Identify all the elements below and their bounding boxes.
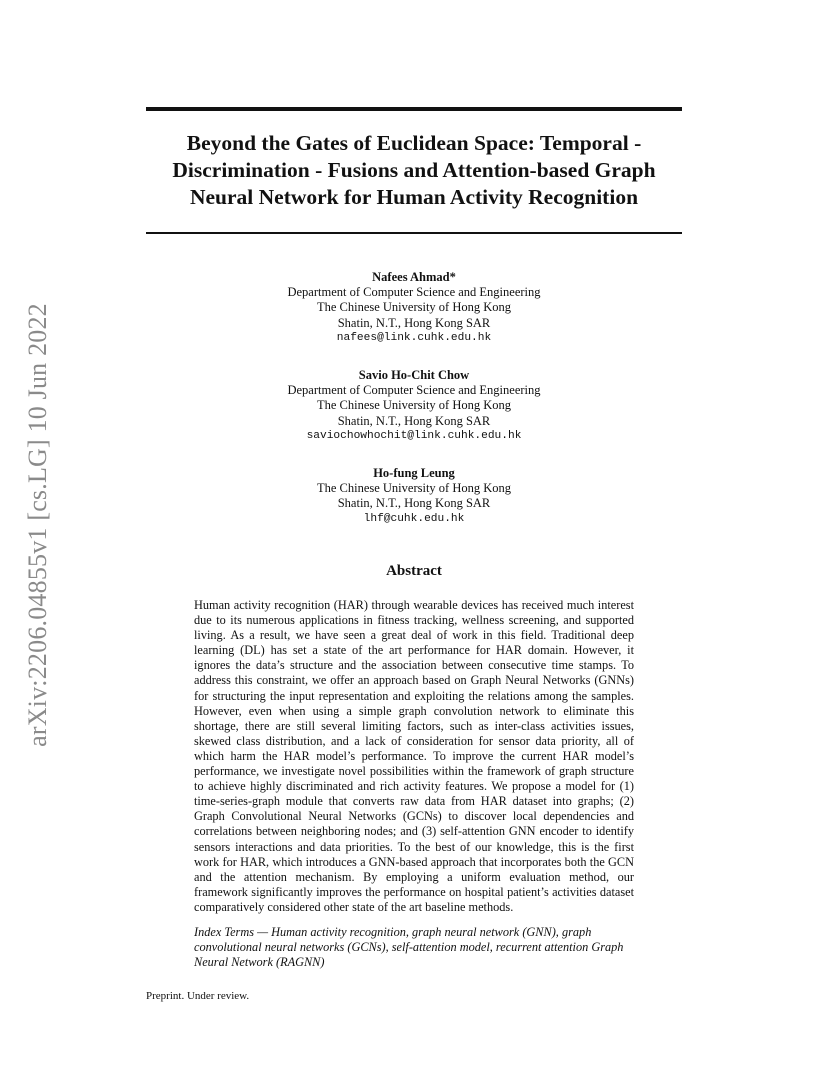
author-location: Shatin, N.T., Hong Kong SAR bbox=[337, 413, 491, 428]
author-department: Department of Computer Science and Engineering bbox=[287, 285, 541, 300]
paper-title: Beyond the Gates of Euclidean Space: Temporal - Discrimination - Fusions and Attention-based Graph Neural Network for Human Activity Recognition bbox=[172, 131, 656, 209]
abstract-body: Human activity recognition (HAR) through wearable devices has received much interest due to its numerous applications in fitness tracking, wellness screening, and supported living. As a result, we have seen a great deal of work in this field. Traditional deep learning (DL) has set a state of the art performance for HAR domain. However, it ignores the data’s structure and the association between consecutive time stamps. To address this constraint, we offer an approach based on Graph Neural Networks (GNNs) for structuring the input representation and exploiting the relations among the samples. However, even when using a simple graph convolution network to eliminate this shortage, there are still several limiting factors, such as inter-class activities issues, skewed class distribution, and a lack of consideration for sensor data priority, all of which harm the HAR model’s performance. To improve the current HAR model’s performance, we investigate novel possibilities within the framework of graph structure to achieve highly discriminated and rich activity features. We propose a model for (1) time-series-graph module that converts raw data from HAR dataset into graphs; (2) Graph Convolutional Neural Networks (GCNs) to discover local dependencies and correlations between neighboring nodes; and (3) self-attention GNN encoder to identify sensors interactions and data priorities. To the best of our knowledge, this is the first work for HAR, which introduces a GNN-based approach that incorporates both the GCN and the attention mechanism. By employing a uniform evaluation method, our framework significantly improves the performance on hospital patient’s activities dataset comparatively considered other state of the art baseline methods. bbox=[194, 598, 634, 914]
author-location: Shatin, N.T., Hong Kong SAR bbox=[337, 315, 491, 330]
author-block bbox=[146, 270, 682, 346]
title-top-rule bbox=[146, 107, 682, 111]
author-block bbox=[146, 368, 682, 444]
author-university: The Chinese University of Hong Kong bbox=[316, 398, 512, 413]
author-block bbox=[146, 466, 682, 527]
author-name: Savio Ho-Chit Chow bbox=[358, 368, 470, 382]
author-email: saviochowhochit@link.cuhk.edu.hk bbox=[306, 429, 522, 442]
author-email: lhf@cuhk.edu.hk bbox=[363, 512, 465, 525]
title-bottom-rule bbox=[146, 232, 682, 234]
author-department: Department of Computer Science and Engineering bbox=[287, 383, 541, 398]
index-terms: Index Terms — Human activity recognition, graph neural network (GNN), graph convolutional neural networks (GCNs), self-attention model, recurrent attention Graph Neural Network (RAGNN) bbox=[194, 925, 624, 970]
abstract-heading: Abstract bbox=[386, 563, 442, 579]
author-university: The Chinese University of Hong Kong bbox=[316, 481, 512, 496]
arxiv-identifier-stamp: arXiv:2206.04855v1 [cs.LG] 10 Jun 2022 bbox=[23, 303, 52, 747]
author-university: The Chinese University of Hong Kong bbox=[316, 300, 512, 315]
author-name: Nafees Ahmad* bbox=[372, 270, 456, 284]
author-location: Shatin, N.T., Hong Kong SAR bbox=[337, 496, 491, 511]
author-email: nafees@link.cuhk.edu.hk bbox=[336, 331, 492, 344]
preprint-note: Preprint. Under review. bbox=[146, 990, 250, 1002]
author-name: Ho-fung Leung bbox=[373, 466, 455, 480]
